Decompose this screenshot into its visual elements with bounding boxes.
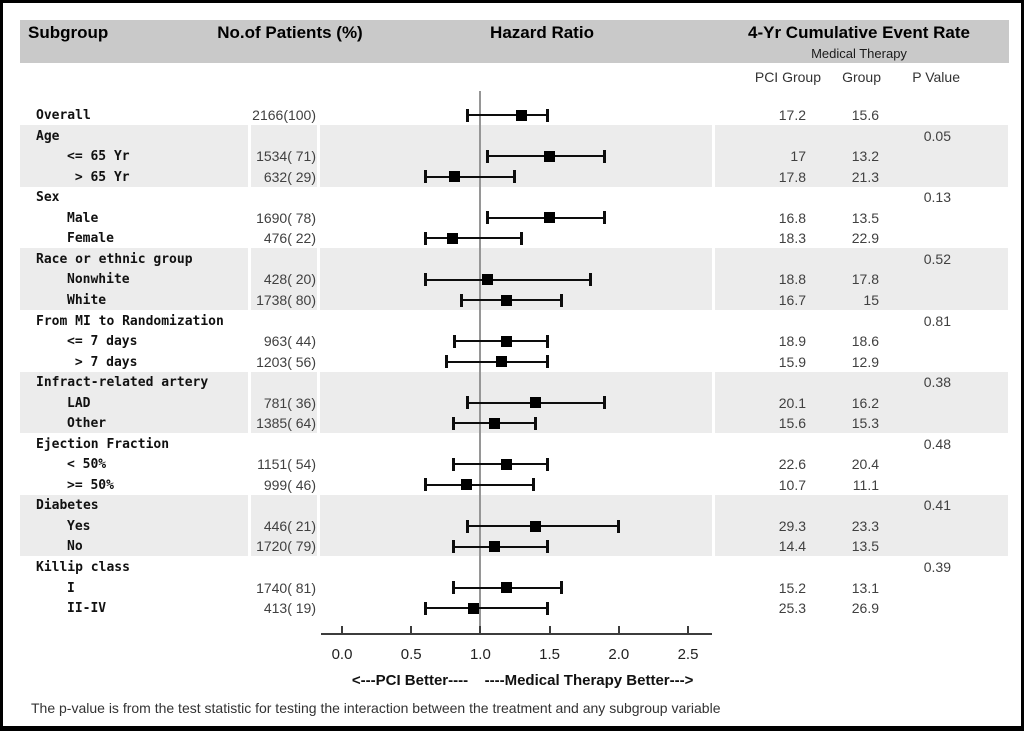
subgroup-label: Other [67,416,107,432]
patient-count: 1534( 71) [256,148,316,165]
patient-count: 446( 21) [263,517,316,534]
patient-count: 1690( 78) [256,209,316,226]
patient-count: 476( 22) [263,230,316,247]
pci-group-rate: 15.6 [778,415,806,432]
col-header-mt-group: Group [842,69,881,85]
subgroup-section-label: Ejection Fraction [36,436,170,452]
mt-group-rate: 13.1 [851,579,879,596]
x-axis-tick-label: 2.0 [608,646,630,663]
col-header-medical-therapy: Medical Therapy [811,46,907,61]
x-axis-tick [549,626,551,634]
pci-group-rate: 14.4 [778,538,806,555]
patient-count: 1738( 80) [256,291,316,308]
patient-count: 632( 29) [263,168,316,185]
hazard-ratio-point [468,603,479,614]
subgroup-label: II-IV [67,601,107,617]
subgroup-label: No [67,539,83,555]
subgroup-section-label: From MI to Randomization [36,313,224,329]
patient-count: 1385( 64) [256,415,316,432]
pci-group-rate: 17 [790,148,806,165]
pci-group-rate: 17.2 [778,107,806,124]
pci-group-rate: 22.6 [778,456,806,473]
interaction-p-value: 0.81 [923,312,951,329]
x-axis-tick-label: 1.5 [539,646,561,663]
pci-group-rate: 29.3 [778,517,806,534]
subgroup-label: > 7 days [67,354,138,370]
patient-count: 963( 44) [263,333,316,350]
subgroup-label: Overall [36,108,91,124]
pci-group-rate: 15.9 [778,353,806,370]
ci-cap-low [466,520,469,533]
col-header-subgroup: Subgroup [28,23,109,42]
subgroup-section-label: Diabetes [36,498,99,514]
ci-cap-low [453,335,456,348]
hazard-ratio-point [501,459,512,470]
subgroup-label: LAD [67,395,91,411]
col-header-patients: No.of Patients (%) [217,23,363,42]
x-axis-tick [341,626,343,634]
mt-group-rate: 26.9 [851,600,879,617]
x-axis-tick [618,626,620,634]
ci-cap-low [466,109,469,122]
patient-count: 1720( 79) [256,538,316,555]
subgroup-label: > 65 Yr [67,169,130,185]
pci-group-rate: 25.3 [778,600,806,617]
mt-group-rate: 13.5 [851,538,879,555]
mt-group-rate: 15.3 [851,415,879,432]
x-axis-tick-label: 1.0 [469,646,491,663]
ci-cap-high [589,273,592,286]
ci-cap-low [452,581,455,594]
patient-count: 781( 36) [263,394,316,411]
mt-group-rate: 18.6 [851,333,879,350]
ci-cap-high [603,396,606,409]
ci-cap-high [546,540,549,553]
hazard-ratio-point [544,212,555,223]
pci-group-rate: 18.8 [778,271,806,288]
mt-group-rate: 16.2 [851,394,879,411]
interaction-p-value: 0.05 [923,127,951,144]
ci-cap-low [424,602,427,615]
interaction-p-value: 0.52 [923,250,951,267]
ci-cap-high [603,211,606,224]
hazard-ratio-point [489,418,500,429]
mt-group-rate: 13.5 [851,209,879,226]
pci-group-rate: 20.1 [778,394,806,411]
pci-group-rate: 18.9 [778,333,806,350]
ci-cap-high [534,417,537,430]
mt-group-rate: 22.9 [851,230,879,247]
mt-group-rate: 23.3 [851,517,879,534]
subgroup-label: >= 50% [67,477,114,493]
hazard-ratio-point [489,541,500,552]
patient-count: 999( 46) [263,476,316,493]
subgroup-label: <= 7 days [67,334,138,350]
ci-line [467,525,619,527]
ci-cap-low [424,232,427,245]
ci-line [425,484,534,486]
ci-cap-high [546,335,549,348]
hazard-ratio-point [482,274,493,285]
patient-count: 1151( 54) [257,456,316,473]
ci-cap-high [513,170,516,183]
ci-cap-low [424,273,427,286]
hazard-ratio-point [447,233,458,244]
x-axis-tick-label: 2.5 [677,646,699,663]
subgroup-section-label: Sex [36,190,60,206]
ci-line [425,237,522,239]
x-axis-tick [479,626,481,634]
ci-cap-high [560,294,563,307]
x-axis-label-pci-better: <---PCI Better---- [351,672,469,689]
subgroup-section-label: Age [36,128,60,144]
hazard-ratio-point [516,110,527,121]
col-header-event-rate: 4-Yr Cumulative Event Rate [747,23,971,42]
pci-group-rate: 15.2 [778,579,806,596]
x-axis-tick [687,626,689,634]
subgroup-label: <= 65 Yr [67,149,130,165]
ci-line [425,279,591,281]
patient-count: 1203( 56) [256,353,316,370]
ci-cap-low [486,211,489,224]
ci-cap-high [546,458,549,471]
mt-group-rate: 15.6 [851,107,879,124]
subgroup-label: I [67,580,75,596]
ci-cap-low [452,458,455,471]
patient-count: 2166(100) [252,107,316,124]
mt-group-rate: 17.8 [851,271,879,288]
ci-cap-low [466,396,469,409]
hazard-ratio-point [449,171,460,182]
ci-cap-low [486,150,489,163]
subgroup-label: Female [67,231,114,247]
interaction-p-value: 0.41 [923,497,951,514]
pci-group-rate: 16.8 [778,209,806,226]
hazard-ratio-point [530,521,541,532]
x-axis-line [321,633,712,635]
subgroup-label: Male [67,210,99,226]
hazard-ratio-point [501,295,512,306]
subgroup-label: Nonwhite [67,272,130,288]
mt-group-rate: 21.3 [851,168,879,185]
hazard-ratio-point [501,582,512,593]
patient-count: 1740( 81) [256,579,316,596]
ci-line [453,546,548,548]
interaction-p-value: 0.39 [923,558,951,575]
footnote: The p-value is from the test statistic for testing the interaction between the treatment and any subgroup variable [31,700,721,716]
col-header-pci-group: PCI Group [754,69,821,85]
ci-cap-low [452,417,455,430]
ci-cap-low [424,170,427,183]
subgroup-label: < 50% [67,457,107,473]
col-header-p-value: P Value [912,69,960,85]
ci-line [467,114,549,116]
hazard-ratio-point [544,151,555,162]
ci-cap-low [424,478,427,491]
x-axis-tick-label: 0.0 [331,646,353,663]
hazard-ratio-point [530,397,541,408]
subgroup-label: Yes [67,518,91,534]
interaction-p-value: 0.48 [923,435,951,452]
mt-group-rate: 11.1 [852,476,879,493]
ci-cap-high [617,520,620,533]
ci-cap-high [603,150,606,163]
ci-cap-high [560,581,563,594]
ci-cap-low [445,355,448,368]
col-header-hazard-ratio: Hazard Ratio [490,23,594,42]
ci-cap-high [546,355,549,368]
pci-group-rate: 16.7 [778,291,806,308]
pci-group-rate: 10.7 [778,476,806,493]
ci-cap-low [452,540,455,553]
subgroup-section-label: Infract-related artery [36,375,209,391]
mt-group-rate: 12.9 [851,353,879,370]
hazard-ratio-point [461,479,472,490]
ci-line [425,607,548,609]
hazard-ratio-point [496,356,507,367]
x-axis-tick [410,626,412,634]
ci-cap-high [546,602,549,615]
ci-cap-high [532,478,535,491]
x-axis-label-mt-better: ----Medical Therapy Better---> [484,672,694,689]
mt-group-rate: 20.4 [851,456,879,473]
ci-cap-high [520,232,523,245]
subgroup-section-label: Race or ethnic group [36,251,193,267]
x-axis-tick-label: 0.5 [400,646,422,663]
pci-group-rate: 17.8 [778,168,806,185]
ci-cap-low [460,294,463,307]
patient-count: 413( 19) [263,600,316,617]
ci-line [425,176,515,178]
ci-cap-high [546,109,549,122]
mt-group-rate: 13.2 [851,148,879,165]
subgroup-section-label: Killip class [36,559,130,575]
hazard-ratio-point [501,336,512,347]
subgroup-label: White [67,292,107,308]
pci-group-rate: 18.3 [778,230,806,247]
patient-count: 428( 20) [263,271,316,288]
mt-group-rate: 15 [863,291,879,308]
interaction-p-value: 0.13 [923,189,951,206]
interaction-p-value: 0.38 [923,374,951,391]
